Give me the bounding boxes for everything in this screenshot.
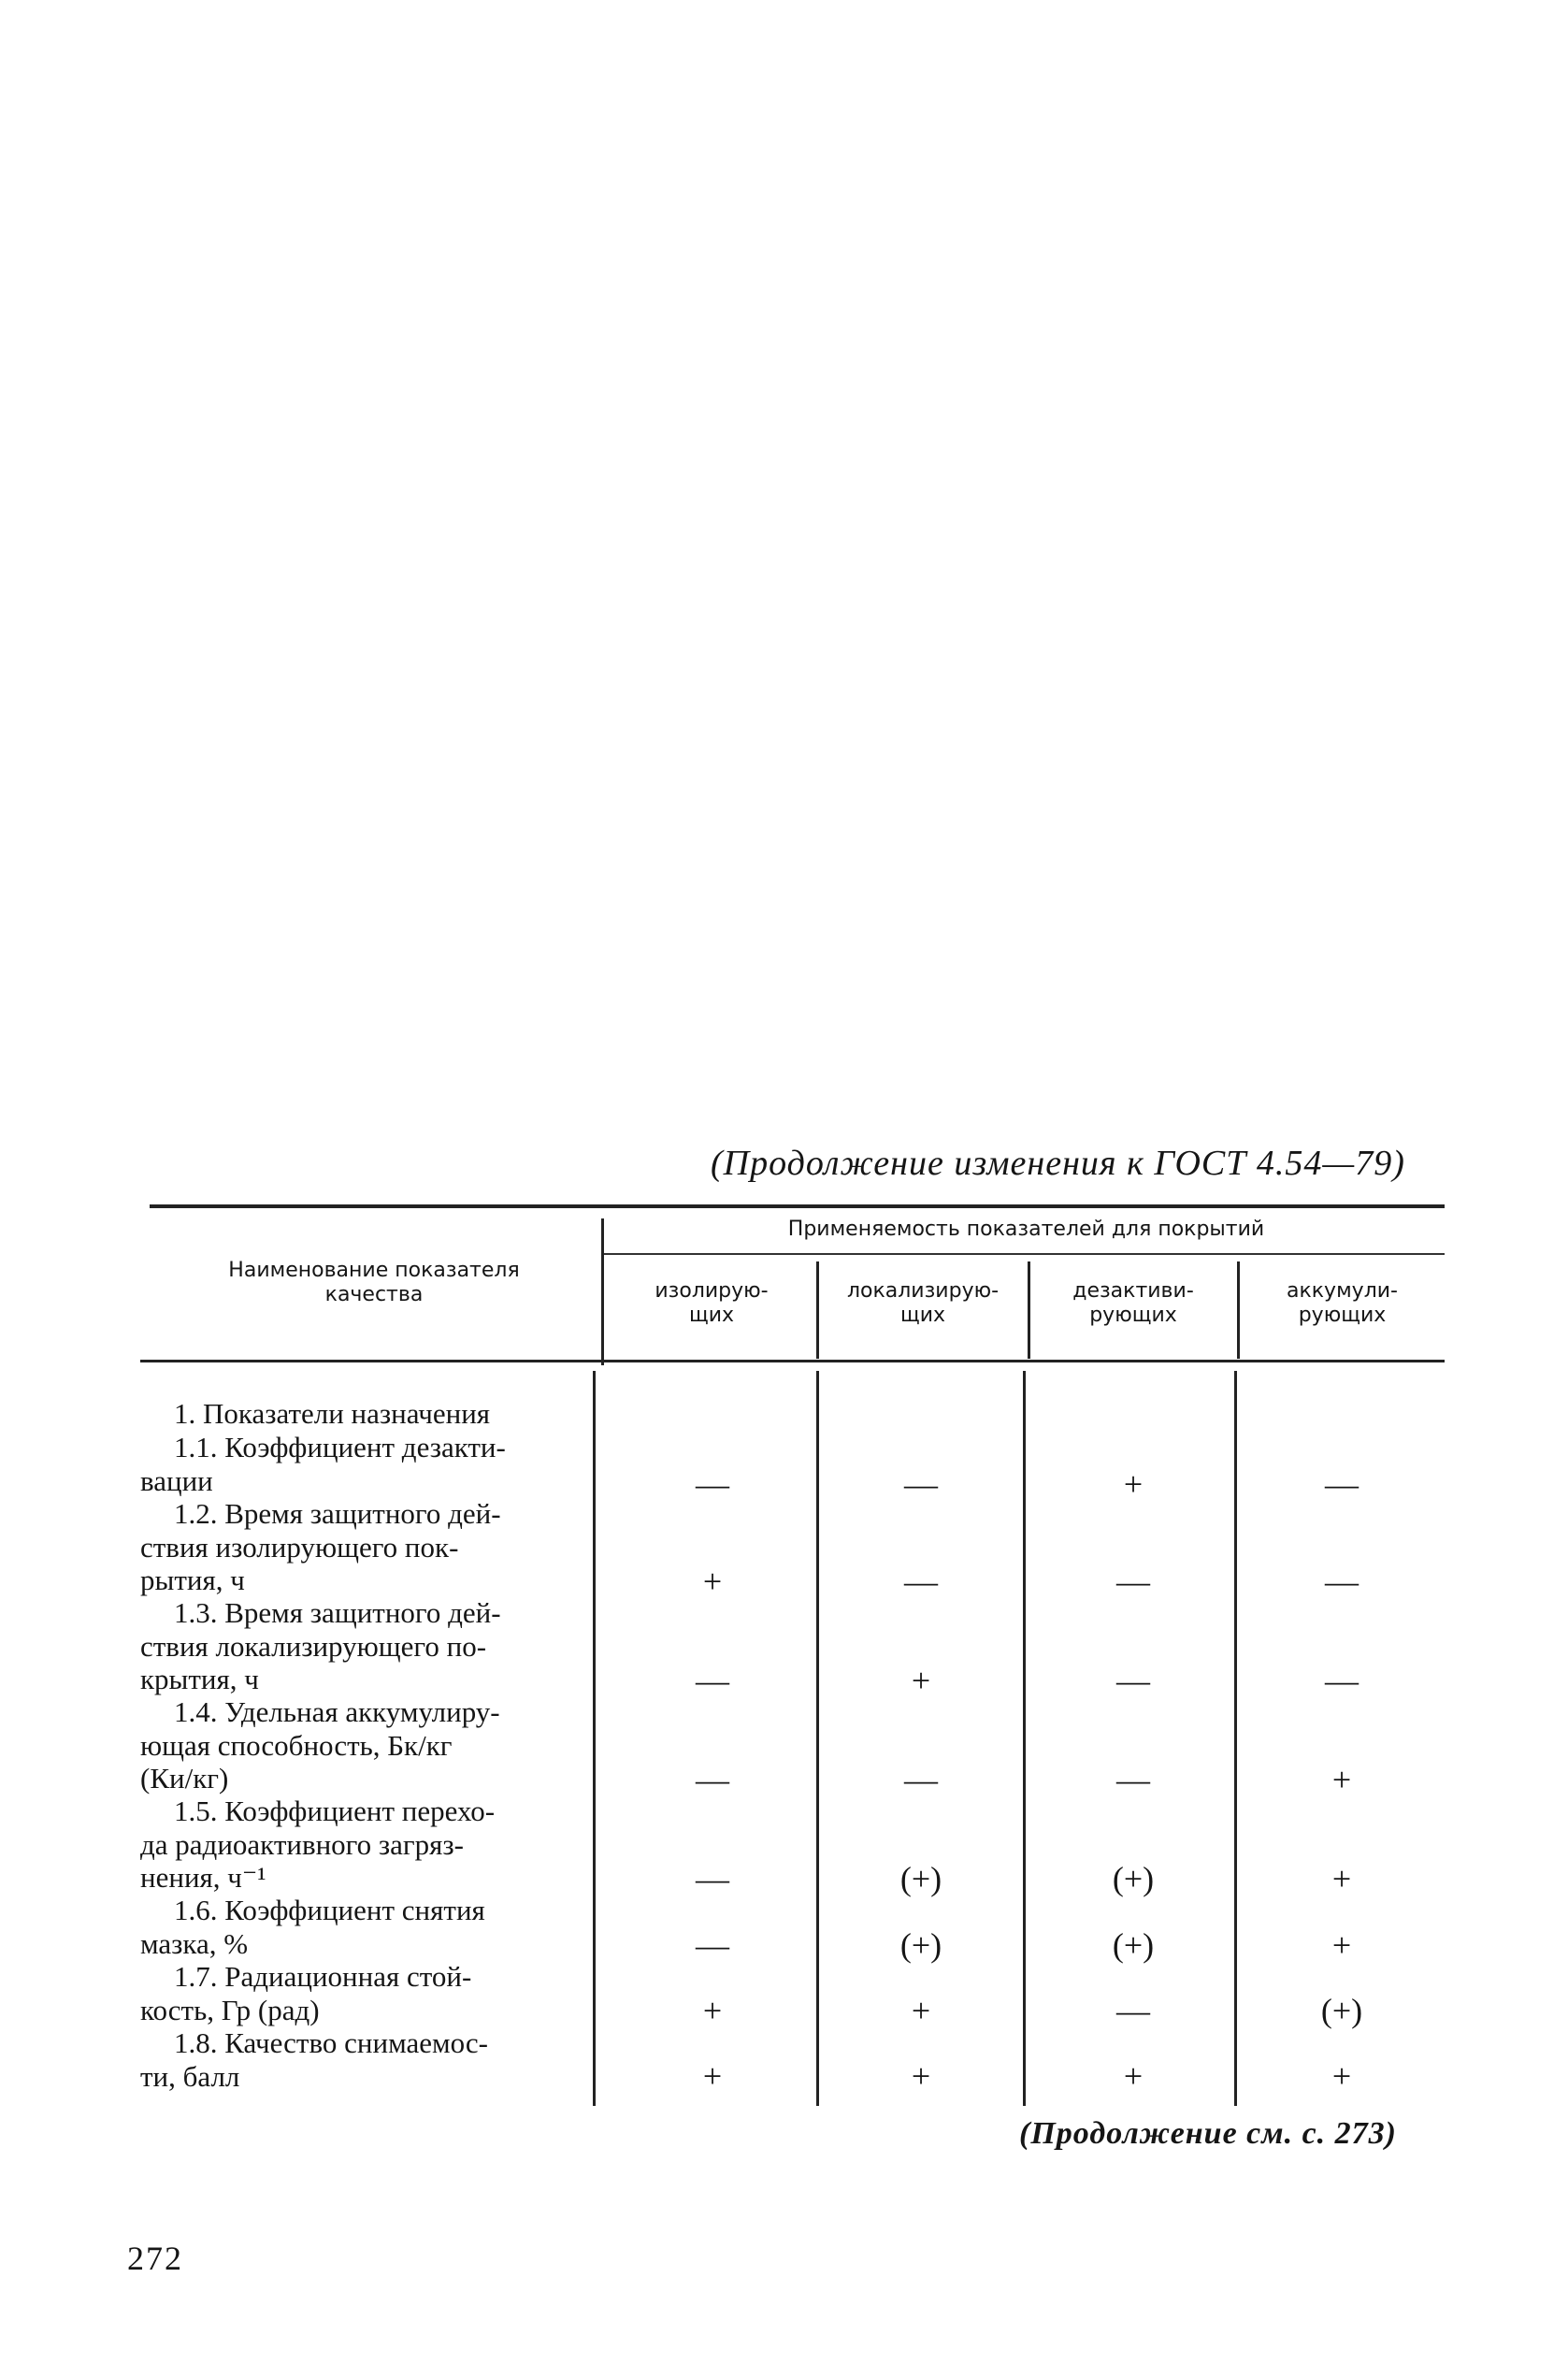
row-label-line: ствия изолирующего пок- — [140, 1530, 459, 1564]
body-divider-name — [593, 1371, 596, 2106]
table-row-section-heading — [140, 1397, 589, 1431]
table-cell: — — [1325, 1465, 1359, 1503]
table-cell: + — [702, 2057, 723, 2095]
row-label-line: 1.3. Время защитного дей- — [174, 1596, 501, 1629]
column-header-name-line-1: Наименование показателя — [228, 1259, 520, 1282]
column-header-decontaminating-line-2: рующих — [1089, 1304, 1177, 1327]
row-label-line: крытия, ч — [140, 1663, 259, 1695]
table-cell: — — [904, 1465, 938, 1503]
table-cell: — — [904, 1563, 938, 1600]
table-cell: — — [696, 1761, 729, 1798]
column-header-accumulating — [1240, 1279, 1445, 1328]
table-cell: + — [1331, 1761, 1352, 1798]
table-row-1-8 — [140, 2026, 589, 2093]
column-header-isolating — [610, 1279, 813, 1328]
row-label-line: ющая способность, Бк/кг — [140, 1728, 453, 1762]
table-cell: (+) — [1112, 1926, 1155, 1964]
row-label-line: 1.4. Удельная аккумулиру- — [174, 1695, 500, 1728]
table-cell: — — [1116, 1761, 1150, 1798]
table-cell: + — [1123, 1465, 1144, 1503]
table-cell: + — [1331, 1926, 1352, 1964]
row-label-line: ствия локализирующего по- — [140, 1629, 487, 1663]
column-header-decontaminating-line-1: дезактиви- — [1072, 1279, 1194, 1303]
group-header: Применяемость показателей для покрытий — [787, 1218, 1265, 1241]
table-cell: — — [696, 1662, 729, 1699]
table-row-1-7 — [140, 1960, 589, 2026]
table-row-1-2 — [140, 1497, 589, 1597]
column-header-localizing-line-1: локализирую- — [846, 1279, 1000, 1303]
table-cell: + — [702, 1563, 723, 1600]
table-top-rule — [150, 1204, 1445, 1208]
table-cell: — — [904, 1761, 938, 1798]
table-cell: + — [911, 2057, 931, 2095]
column-header-isolating-line-1: изолирую- — [655, 1279, 769, 1303]
table-cell: — — [1116, 1992, 1150, 2029]
header-divider-name — [601, 1218, 604, 1365]
table-cell: — — [1325, 1662, 1359, 1699]
row-label-line: 1.1. Коэффициент дезакти- — [174, 1431, 506, 1463]
table-row-1-3 — [140, 1596, 589, 1696]
page-header-caption: (Продолжение изменения к ГОСТ 4.54—79) — [711, 1144, 1405, 1183]
table-cell: + — [1331, 2057, 1352, 2095]
row-label-line: да радиоактивного загряз- — [140, 1827, 464, 1861]
row-label-line: 1.8. Качество снимаемос- — [174, 2026, 488, 2059]
row-label-line: рытия, ч — [140, 1564, 245, 1596]
column-header-name — [168, 1259, 580, 1307]
table-cell: — — [1116, 1662, 1150, 1699]
continuation-note: (Продолжение см. с. 273) — [1019, 2116, 1397, 2151]
row-label-line: 1.7. Радиационная стой- — [174, 1960, 472, 1993]
row-label-line: 1.5. Коэффициент перехо- — [174, 1795, 496, 1827]
column-header-accumulating-line-2: рующих — [1298, 1304, 1387, 1327]
table-cell: + — [1331, 1860, 1352, 1897]
table-cell: — — [1325, 1563, 1359, 1600]
table-cell: (+) — [1320, 1992, 1363, 2029]
page-number: 272 — [127, 2240, 183, 2277]
table-row-1-4 — [140, 1695, 589, 1795]
row-label-line: ти, балл — [140, 2059, 240, 2093]
table-cell: (+) — [899, 1926, 942, 1964]
column-header-decontaminating — [1030, 1279, 1236, 1328]
row-label-line: кость, Гр (рад) — [140, 1993, 320, 2026]
column-header-localizing-line-2: щих — [899, 1304, 946, 1327]
table-cell: (+) — [899, 1860, 942, 1897]
table-cell: + — [911, 1992, 931, 2029]
table-cell: (+) — [1112, 1860, 1155, 1897]
table-cell: + — [1123, 2057, 1144, 2095]
table-cell: — — [696, 1465, 729, 1503]
table-cell: + — [702, 1992, 723, 2029]
column-header-localizing — [819, 1279, 1027, 1328]
row-label-line: нения, ч⁻¹ — [140, 1861, 266, 1894]
table-row-1-1 — [140, 1431, 589, 1497]
row-label-line: 1.6. Коэффициент снятия — [174, 1894, 485, 1926]
body-divider-3 — [1234, 1371, 1237, 2106]
row-label-line: 1. Показатели назначения — [174, 1397, 491, 1430]
table-row-1-5 — [140, 1795, 589, 1895]
table-cell: — — [1116, 1563, 1150, 1600]
table-cell: — — [696, 1860, 729, 1897]
row-label-line: (Ки/кг) — [140, 1762, 229, 1795]
column-header-isolating-line-2: щих — [688, 1304, 735, 1327]
table-row-1-6 — [140, 1894, 589, 1960]
table-cell: + — [911, 1662, 931, 1699]
group-header-rule — [602, 1253, 1445, 1255]
column-header-name-line-2: качества — [324, 1283, 424, 1306]
row-label-line: мазка, % — [140, 1926, 249, 1960]
row-label-line: 1.2. Время защитного дей- — [174, 1497, 501, 1530]
body-divider-2 — [1023, 1371, 1026, 2106]
body-divider-1 — [816, 1371, 819, 2106]
table-cell: — — [696, 1926, 729, 1964]
table-header-rule — [140, 1360, 1445, 1362]
row-label-line: вации — [140, 1463, 213, 1497]
column-header-accumulating-line-1: аккумули- — [1287, 1279, 1398, 1303]
